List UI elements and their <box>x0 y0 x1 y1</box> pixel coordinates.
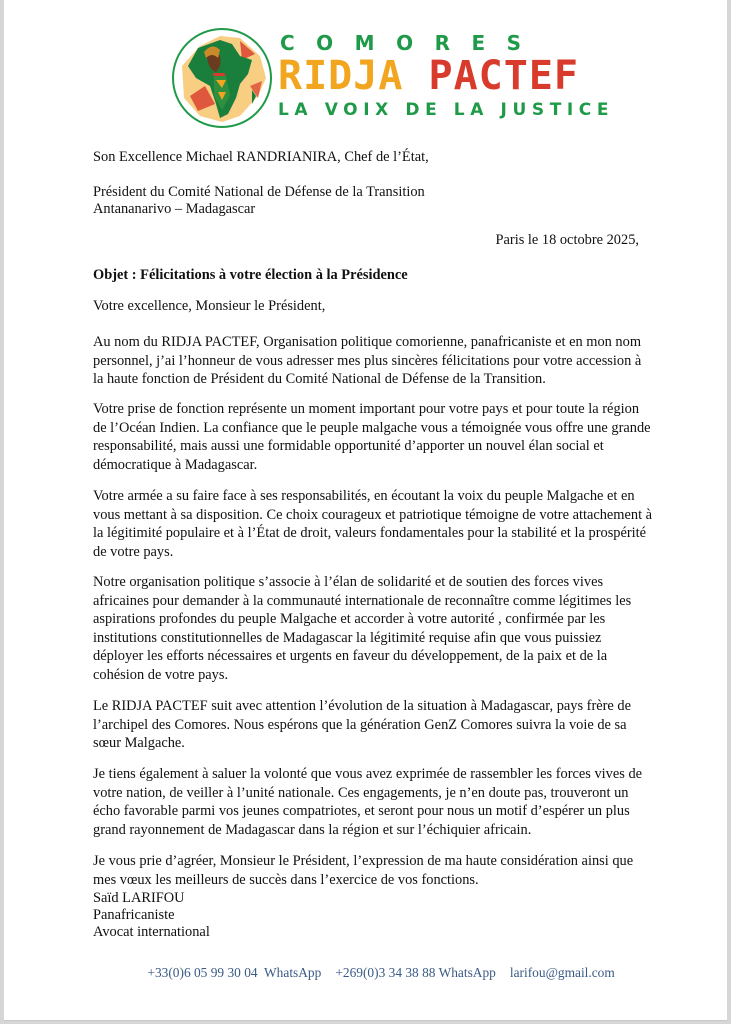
recipient-line-1: Son Excellence Michael RANDRIANIRA, Chef de l’État, <box>93 149 429 165</box>
logo-ridja: RIDJA <box>278 53 404 99</box>
logo-tagline: LA VOIX DE LA JUSTICE <box>278 100 615 120</box>
logo-wordmark <box>278 31 615 121</box>
paragraph: Votre prise de fonction représente un moment important pour votre pays et pour toute la région de l’Océan Indien. La confiance que le peuple malgache vous a témoignée vous offre une grande responsabilité, mais aussi une formidable opportunité d’apporter un nouvel élan social et démocratique à Madagascar. <box>93 401 651 473</box>
africa-emblem-icon <box>170 26 274 130</box>
logo-line-ridja-pactef <box>278 54 578 98</box>
email-link[interactable]: larifou@gmail.com <box>509 965 615 980</box>
paragraph: Au nom du RIDJA PACTEF, Organisation politique comorienne, panafricaniste et en mon nom personnel, j’ai l’honneur de vous adresser mes plus sincères félicitations pour votre accession à la haute fonction de Président du Comité National de Défense de la Transition. <box>93 334 642 387</box>
paragraph: Je tiens également à saluer la volonté que vous avez exprimée de rassembler les forces vives de votre nation, de veiller à l’unité nationale. Ces engagements, je n’en doute pas, trouveront un écho favorable parmi vos jeunes compatriotes, et seront pour nous un motif d’espérer un plus grand rayonnement de Madagascar dans la région et sur l’échiquier africain. <box>93 766 643 838</box>
signature-title-2: Avocat international <box>93 924 210 940</box>
date-line: Paris le 18 octobre 2025, <box>495 232 639 248</box>
phone-comoros[interactable]: +269(0)3 34 38 88 WhatsApp <box>335 965 496 980</box>
paragraph: Le RIDJA PACTEF suit avec attention l’évolution de la situation à Madagascar, pays frère de l’archipel des Comores. Nous espérons que la génération GenZ Comores suivra la voie de sa sœur Malgache. <box>93 698 632 751</box>
subject-line: Objet : Félicitations à votre élection à la Présidence <box>93 267 408 283</box>
contact-footer <box>134 949 629 997</box>
letterhead-logo <box>170 26 615 136</box>
logo-line-comores: COMORES <box>280 31 543 55</box>
salutation: Votre excellence, Monsieur le Président, <box>93 298 326 314</box>
recipient-line-2: Président du Comité National de Défense de la Transition <box>93 184 425 200</box>
phone-france[interactable]: +33(0)6 05 99 30 04 WhatsApp <box>147 965 322 980</box>
logo-pactef: PACTEF <box>428 53 580 99</box>
recipient-line-3: Antananarivo – Madagascar <box>93 201 256 217</box>
paragraph: Notre organisation politique s’associe à l’élan de solidarité et de soutien des forces vives africaines pour demander à la communauté internationale de reconnaître comme légitimes les aspirations profondes du peuple Malgache et accorder à votre autorité , confirmée par les institutions constitutionnelles de Madagascar la légitimité requise afin que vous puissiez déployer les efforts nécessaires et urgents en faveur du développement, de la paix et de la cohésion de votre pays. <box>93 574 632 683</box>
signature-title-1: Panafricaniste <box>93 907 175 923</box>
signature-name: Saïd LARIFOU <box>93 890 185 906</box>
paragraph: Je vous prie d’agréer, Monsieur le Président, l’expression de ma haute considération ainsi que mes vœux les meilleurs de succès dans l’exercice de vos fonctions. <box>93 853 634 888</box>
letter-page <box>4 0 727 1021</box>
paragraph: Votre armée a su faire face à ses responsabilités, en écoutant la voix du peuple Malgache et en vous mettant à sa disposition. Ce choix courageux et patriotique témoigne de votre attachement à la légitimité populaire et à l’État de droit, valeurs fondamentales pour la stabilité et la prospérité de votre pays. <box>93 488 653 560</box>
